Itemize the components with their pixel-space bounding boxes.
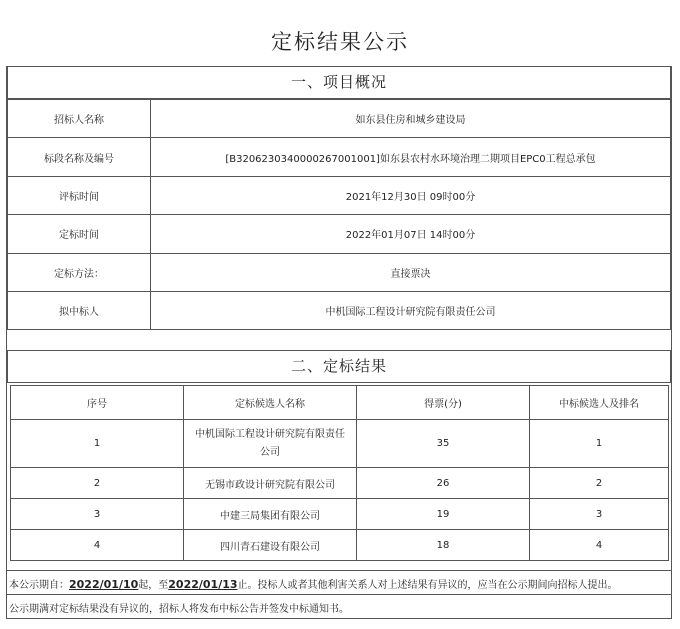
- cell-no: 1: [11, 420, 184, 468]
- candidate-name: 中机国际工程设计研究院有限责任公司: [195, 428, 345, 458]
- row-value: 中机国际工程设计研究院有限责任公司: [151, 291, 671, 329]
- cell-no: 4: [11, 530, 184, 561]
- table-header-row: [11, 386, 669, 420]
- table-row: [11, 420, 669, 468]
- cell-score: 35: [357, 420, 530, 468]
- cell-score: 26: [357, 468, 530, 499]
- row-value: 2022年01月07日 14时00分: [151, 215, 671, 253]
- table-row: [8, 215, 671, 253]
- column-header: 序号: [11, 386, 184, 420]
- cell-no: 3: [11, 499, 184, 530]
- cell-score: 19: [357, 499, 530, 530]
- row-value: [B3206230340000267001001]如东县农村水环境治理二期项目EPC0工程总承包: [151, 138, 671, 176]
- footer-mid: 起，至: [138, 580, 169, 591]
- page-title: 定标结果公示: [271, 30, 409, 54]
- table-row: [11, 468, 669, 499]
- row-label: 定标时间: [8, 215, 151, 253]
- cell-rank: 1: [530, 420, 669, 468]
- column-header: 得票(分): [357, 386, 530, 420]
- row-value: 直接票决: [151, 253, 671, 291]
- project-overview-table: [7, 99, 671, 330]
- cell-no: 2: [11, 468, 184, 499]
- table-row: [8, 253, 671, 291]
- footer-period-line: [9, 576, 671, 591]
- footer-closing-line: 公示期满对定标结果没有异议的，招标人将发布中标公告并签发中标通知书。: [9, 604, 349, 615]
- table-row: [8, 100, 671, 138]
- cell-name: 无锡市政设计研究院有限公司: [184, 468, 357, 499]
- column-header: 定标候选人名称: [184, 386, 357, 420]
- divider: [7, 570, 671, 571]
- cell-rank: 3: [530, 499, 669, 530]
- footer-prefix: 本公示期自：: [9, 580, 69, 591]
- cell-rank: 4: [530, 530, 669, 561]
- cell-score: 18: [357, 530, 530, 561]
- row-label: 拟中标人: [8, 291, 151, 329]
- end-date: 2022/01/13: [168, 578, 238, 591]
- table-row: [11, 530, 669, 561]
- table-row: [8, 138, 671, 176]
- row-label: 标段名称及编号: [8, 138, 151, 176]
- row-value: 如东县住房和城乡建设局: [151, 100, 671, 138]
- start-date: 2022/01/10: [69, 578, 139, 591]
- cell-name: [184, 420, 357, 468]
- cell-name: 中建三局集团有限公司: [184, 499, 357, 530]
- cell-name: 四川青石建设有限公司: [184, 530, 357, 561]
- row-label: 招标人名称: [8, 100, 151, 138]
- row-label: 评标时间: [8, 176, 151, 214]
- row-value: 2021年12月30日 09时00分: [151, 176, 671, 214]
- table-row: [11, 499, 669, 530]
- row-label: 定标方法：: [8, 253, 151, 291]
- divider: [7, 594, 671, 595]
- section-heading-results: 二、定标结果: [7, 350, 671, 383]
- column-header: 中标候选人及排名: [530, 386, 669, 420]
- results-table: [10, 385, 669, 561]
- footer-suffix: 止。投标人或者其他利害关系人对上述结果有异议的，应当在公示期间向招标人提出。: [237, 580, 618, 591]
- section-heading-overview: 一、项目概况: [7, 66, 671, 99]
- table-row: [8, 291, 671, 329]
- cell-rank: 2: [530, 468, 669, 499]
- table-row: [8, 176, 671, 214]
